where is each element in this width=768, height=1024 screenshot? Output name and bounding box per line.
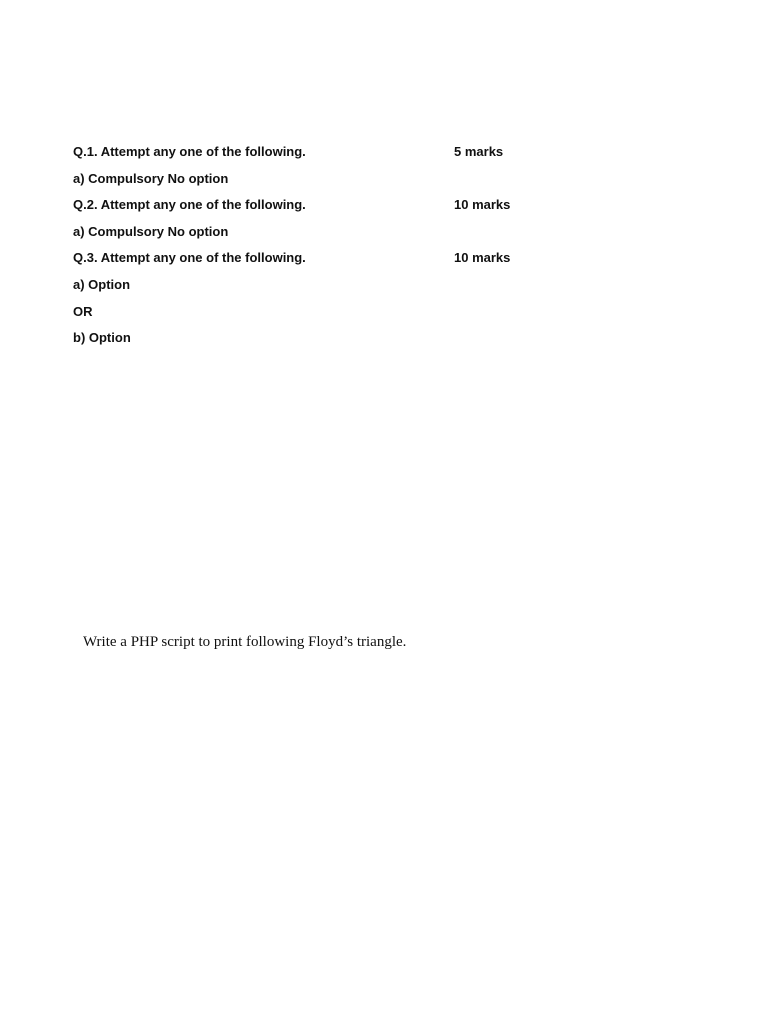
question-1-heading: Q.1. Attempt any one of the following. <box>73 144 306 159</box>
question-2-option-a: a) Compulsory No option <box>73 224 229 239</box>
php-prompt-text: Write a PHP script to print following Floyd’s triangle. <box>83 634 407 650</box>
question-3-marks: 10 marks <box>454 250 511 265</box>
question-3-option-b: b) Option <box>73 330 131 345</box>
question-2-marks: 10 marks <box>454 197 511 212</box>
question-3-option-a: a) Option <box>73 277 131 292</box>
question-1-marks: 5 marks <box>454 144 504 159</box>
question-3-heading: Q.3. Attempt any one of the following. <box>73 250 306 265</box>
question-2-heading: Q.2. Attempt any one of the following. <box>73 197 306 212</box>
question-1-option-a: a) Compulsory No option <box>73 171 229 186</box>
or-separator: OR <box>73 304 93 319</box>
